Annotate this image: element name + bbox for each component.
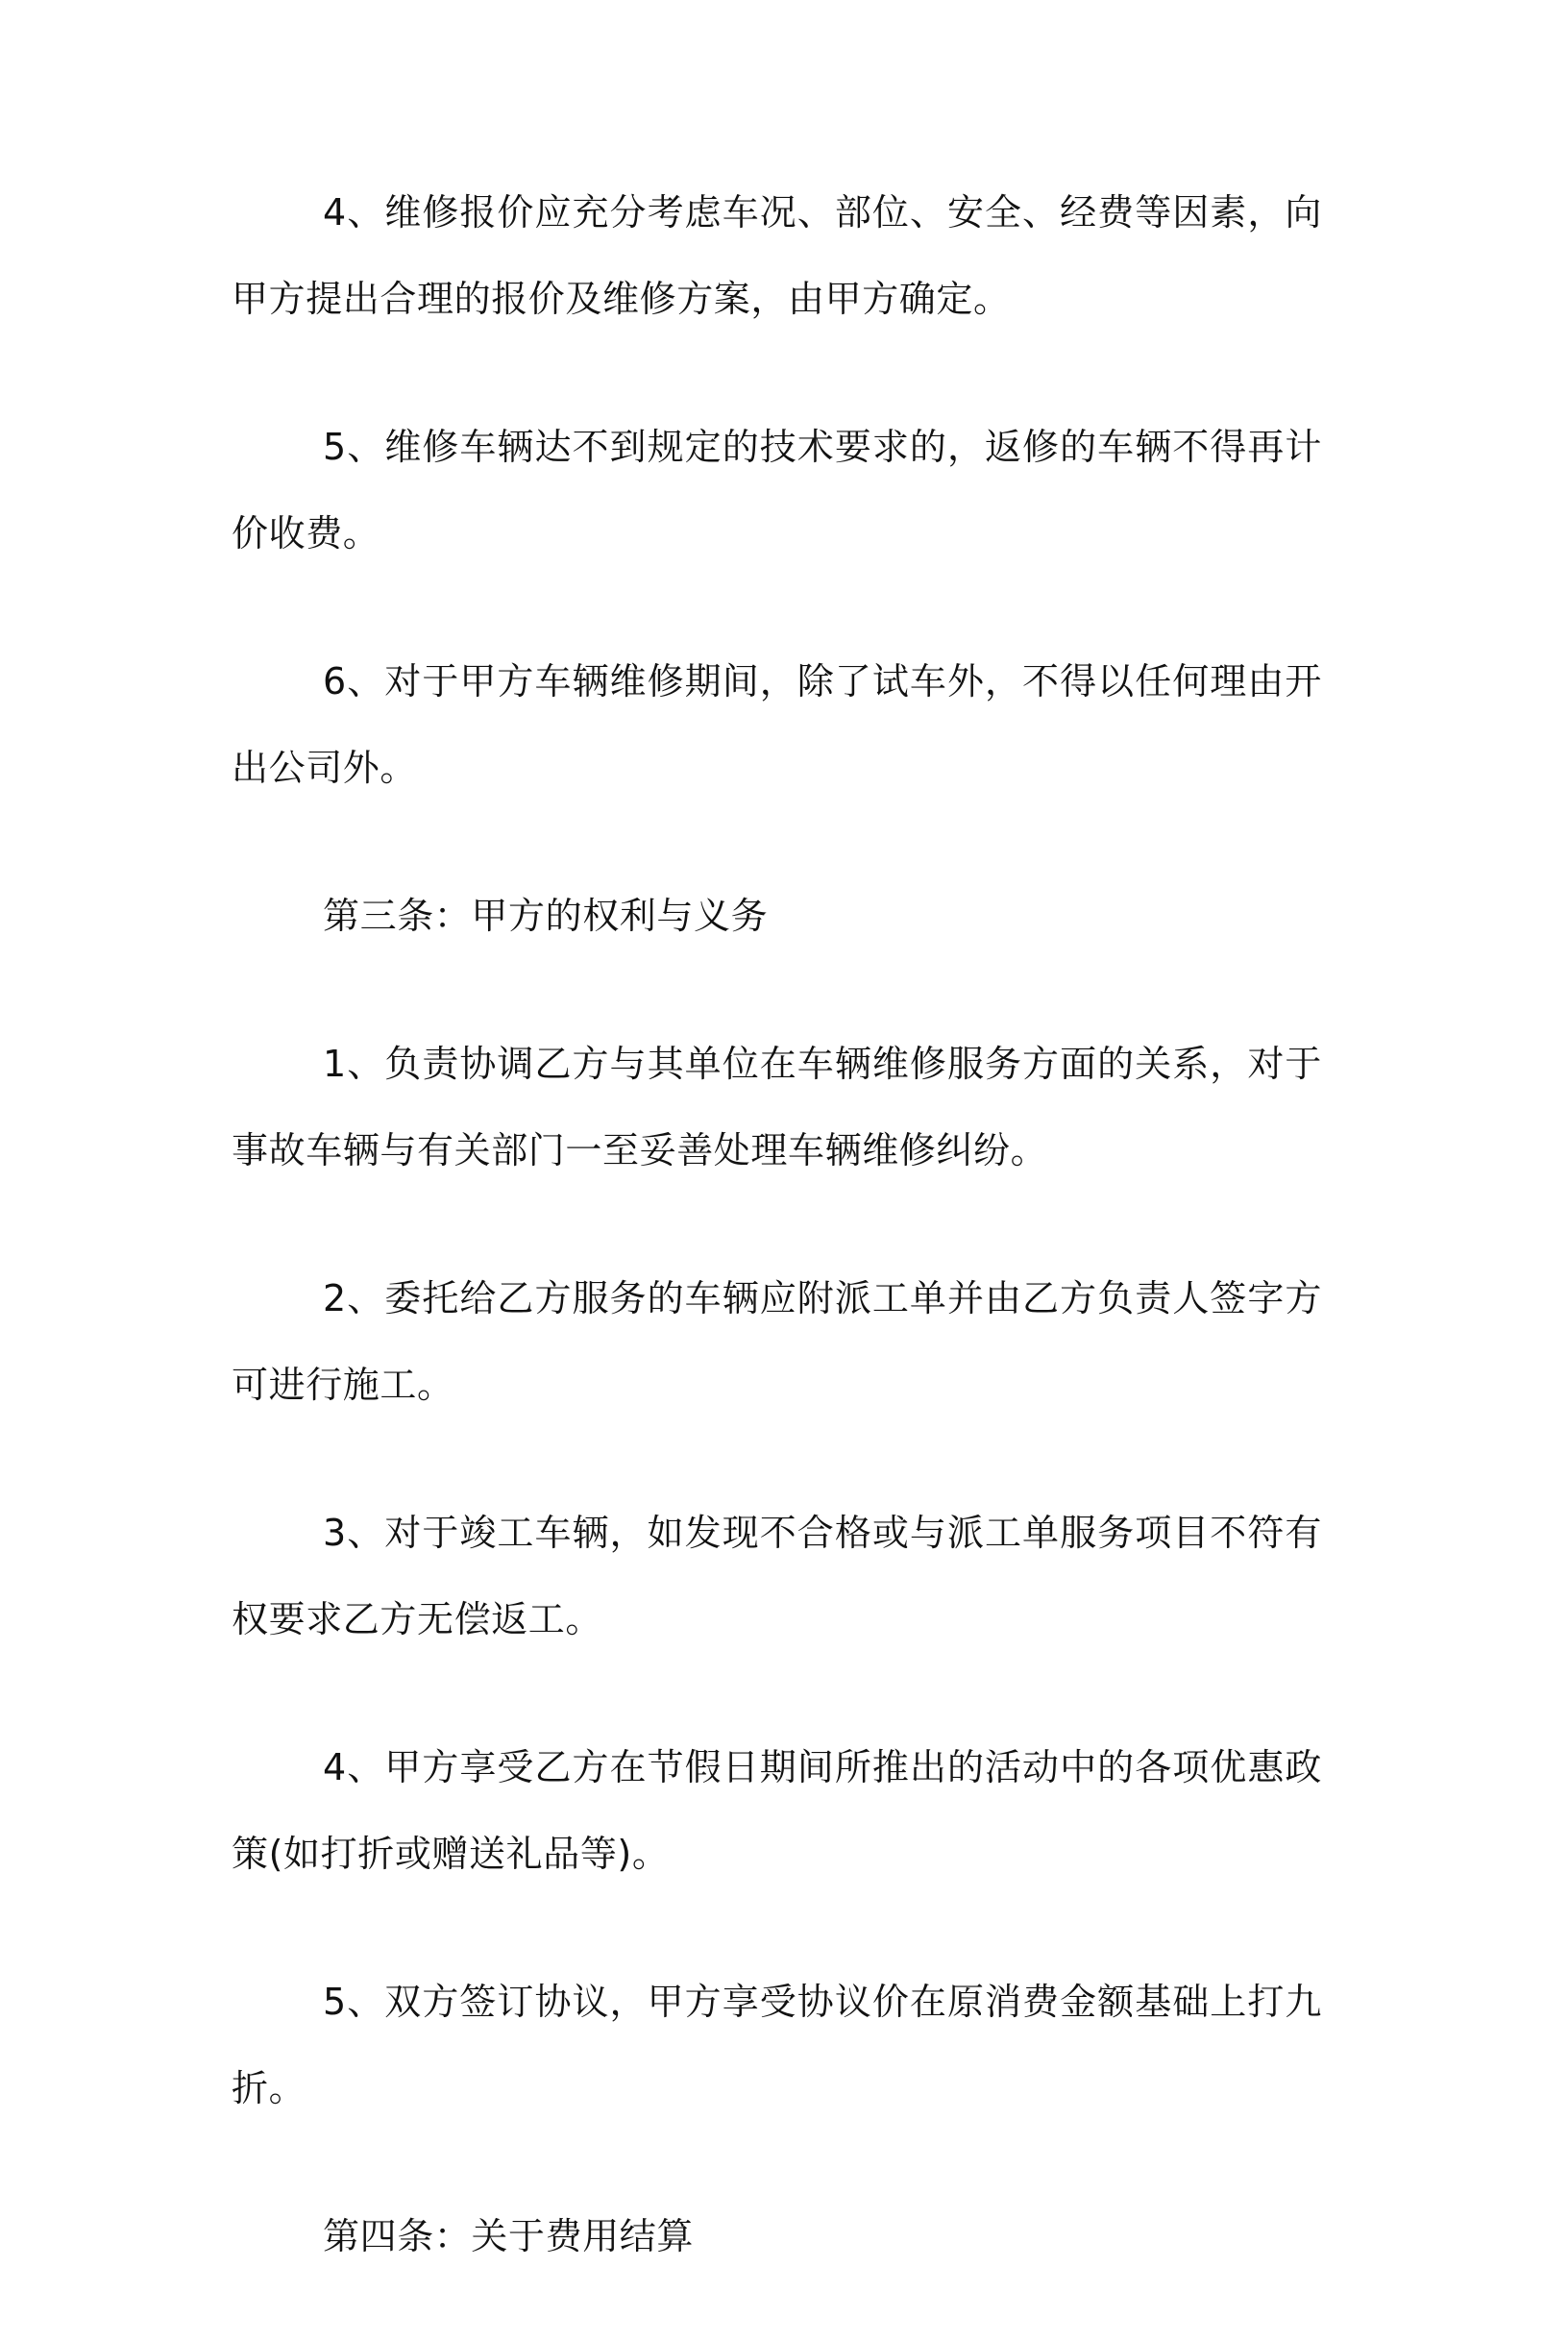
clause-3-item-1: 1、负责协调乙方与其单位在车辆维修服务方面的关系，对于事故车辆与有关部门一至妥善处理车辆维修纠纷。 (232, 1043, 1322, 1171)
clause-3-item-2: 2、委托给乙方服务的车辆应附派工单并由乙方负责人签字方可进行施工。 (232, 1277, 1322, 1406)
clause-2-item-4: 4、维修报价应充分考虑车况、部位、安全、经费等因素，向甲方提出合理的报价及维修方案，由甲方确定。 (232, 191, 1322, 320)
clause-3-item-4: 4、甲方享受乙方在节假日期间所推出的活动中的各项优惠政策(如打折或赠送礼品等)。 (232, 1746, 1322, 1875)
clause-3-heading: 第三条：甲方的权利与义务 (323, 895, 769, 937)
document-body (232, 169, 1322, 2341)
clause-2-item-5: 5、维修车辆达不到规定的技术要求的，返修的车辆不得再计价收费。 (232, 426, 1322, 554)
clause-2-item-6: 6、对于甲方车辆维修期间，除了试车外，不得以任何理由开出公司外。 (232, 660, 1322, 789)
clause-4-heading: 第四条：关于费用结算 (323, 2215, 695, 2257)
clause-3-item-3: 3、对于竣工车辆，如发现不合格或与派工单服务项目不符有权要求乙方无偿返工。 (232, 1512, 1322, 1640)
clause-3-item-5: 5、双方签订协议，甲方享受协议价在原消费金额基础上打九折。 (232, 1981, 1322, 2109)
